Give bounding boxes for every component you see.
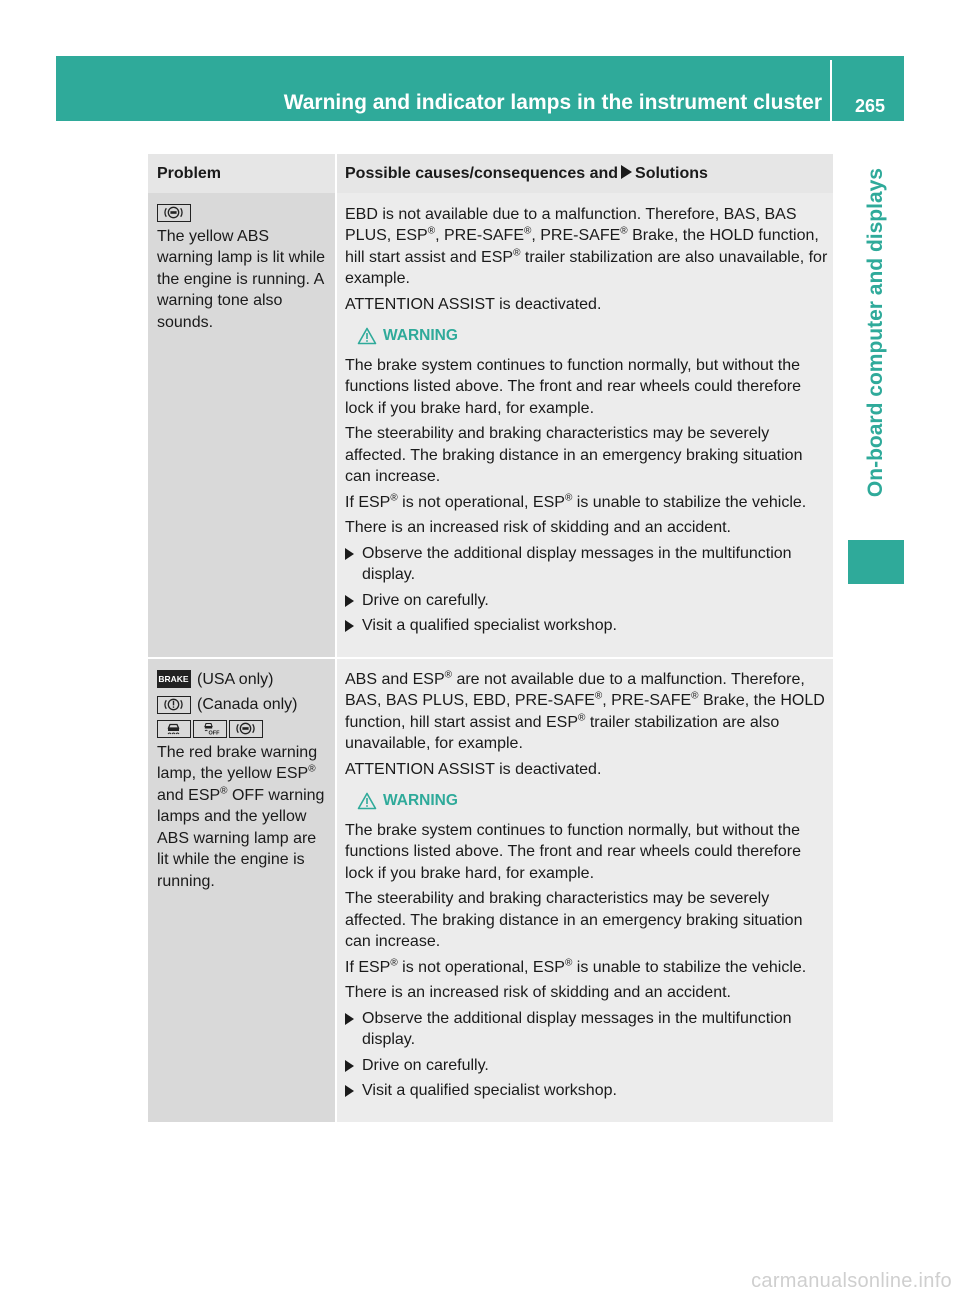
registered-mark: ®	[444, 669, 452, 681]
text-fragment: is not operational, ESP	[397, 493, 565, 511]
registered-mark: ®	[513, 247, 521, 259]
problem-text	[157, 742, 329, 893]
registered-mark: ®	[564, 492, 573, 504]
registered-mark: ®	[691, 690, 699, 702]
registered-mark: ®	[523, 225, 532, 237]
arrow-right-icon	[345, 548, 354, 560]
problem-cell	[148, 193, 336, 658]
registered-mark: ®	[578, 712, 586, 724]
instruction-item	[345, 1008, 829, 1051]
abs-lamp-icon	[229, 720, 263, 738]
page-number: 265	[854, 96, 886, 116]
text-fragment: EBD is not available due to a malfunction. Therefore, BAS, BAS PLUS, ESP	[345, 205, 797, 244]
column-header-solutions	[336, 154, 833, 193]
registered-mark: ®	[390, 957, 398, 969]
attention-assist-paragraph: ATTENTION ASSIST is deactivated.	[345, 295, 602, 313]
warning-paragraph: The steerability and braking characteristics may be severely affected. The braking distance in an emergency braking situation can increase.	[345, 890, 803, 950]
text-fragment: Brake, the HOLD function, hill start assist and ESP	[345, 227, 819, 266]
esp-lamp-icon	[157, 720, 191, 738]
warning-label: WARNING	[383, 792, 458, 809]
instruction-text: Observe the additional display messages in the multifunction display.	[362, 1009, 792, 1048]
text-fragment: are not available due to a malfunction. Therefore, BAS, BAS PLUS, EBD, PRE-SAFE	[345, 670, 805, 709]
text-fragment: trailer stabilization are also unavailable, for example.	[345, 248, 828, 287]
warning-label: WARNING	[383, 327, 458, 344]
text-fragment: , PRE-SAFE	[531, 227, 621, 244]
warning-paragraph: There is an increased risk of skidding and an accident.	[345, 984, 731, 1001]
table-header-row	[148, 154, 833, 193]
lamp-icon-line	[157, 669, 329, 691]
registered-mark: ®	[594, 690, 603, 702]
cause-paragraph	[345, 669, 829, 755]
text-fragment: If ESP	[345, 958, 391, 976]
column-header-causes-text: Possible causes/consequences and	[345, 165, 619, 182]
warning-paragraph: There is an increased risk of skidding and an accident.	[345, 519, 731, 536]
brake-lamp-icon	[157, 670, 191, 688]
column-header-solutions-text: Solutions	[635, 165, 708, 182]
abs-lamp-icon	[157, 204, 191, 222]
instruction-text: Visit a qualified specialist workshop.	[362, 1082, 617, 1099]
lamp-icon-line	[157, 694, 329, 716]
canada-only-label: (Canada only)	[197, 696, 298, 713]
attention-assist-paragraph: ATTENTION ASSIST is deactivated.	[345, 760, 602, 778]
esp-off-lamp-icon	[193, 720, 227, 738]
header-divider	[830, 60, 832, 121]
svg-text:OFF: OFF	[208, 730, 220, 736]
registered-mark: ®	[427, 225, 436, 237]
instruction-text: Observe the additional display messages in the multifunction display.	[362, 544, 792, 583]
side-section-text: On-board computer and displays	[864, 168, 887, 498]
arrow-right-icon	[345, 1060, 354, 1072]
registered-mark: ®	[308, 763, 316, 775]
instruction-item	[345, 543, 829, 586]
registered-mark: ®	[620, 225, 628, 237]
warning-triangle-icon	[357, 792, 377, 810]
warning-heading	[357, 325, 829, 347]
warning-paragraph: The steerability and braking characteristics may be severely affected. The braking distance in an emergency braking situation can increase.	[345, 425, 803, 485]
side-section-label	[848, 168, 904, 534]
arrow-right-icon	[345, 595, 354, 607]
text-fragment: The red brake warning lamp, the yellow ESP	[157, 743, 318, 782]
cause-paragraph	[345, 204, 829, 290]
warning-paragraph	[345, 957, 829, 979]
problem-text: The yellow ABS warning lamp is lit while the engine is running. A warning tone also sounds.	[157, 227, 326, 331]
text-fragment: is unable to stabilize the vehicle.	[572, 958, 807, 976]
usa-only-label: (USA only)	[197, 670, 274, 688]
instruction-text: Drive on carefully.	[362, 591, 489, 609]
text-fragment: , PRE-SAFE	[435, 227, 524, 244]
instruction-item	[345, 615, 829, 637]
text-fragment: ABS and ESP	[345, 670, 445, 688]
text-fragment: OFF warning lamps and the yellow ABS warning lamp are lit while the engine is running.	[157, 786, 325, 890]
arrow-right-icon	[345, 620, 354, 632]
registered-mark: ®	[220, 785, 228, 797]
instruction-text: Visit a qualified specialist workshop.	[362, 617, 617, 634]
text-fragment: and ESP	[157, 786, 221, 804]
instruction-text: Drive on carefully.	[362, 1056, 489, 1074]
warning-paragraph: The brake system continues to function normally, but without the functions listed above. The front and rear wheels could therefore lock if you brake hard, for example.	[345, 821, 801, 882]
lamp-icon-line	[157, 204, 329, 222]
warning-lamp-table	[148, 154, 833, 1122]
problem-cell	[148, 658, 336, 1122]
text-fragment: If ESP	[345, 493, 391, 511]
arrow-right-icon	[621, 165, 632, 179]
warning-triangle-icon	[357, 327, 377, 345]
brake-circle-lamp-icon	[157, 696, 191, 714]
instruction-item	[345, 1080, 829, 1102]
solution-cell	[336, 193, 833, 658]
table-row	[148, 658, 833, 1122]
text-fragment: Brake, the HOLD function, hill start assist and ESP	[345, 692, 825, 731]
svg-text:BRAKE: BRAKE	[158, 674, 189, 685]
lamp-icon-line	[157, 720, 329, 738]
registered-mark: ®	[564, 957, 573, 969]
solution-cell	[336, 658, 833, 1122]
warning-heading	[357, 790, 829, 812]
arrow-right-icon	[345, 1013, 354, 1025]
registered-mark: ®	[390, 492, 398, 504]
text-fragment: is not operational, ESP	[397, 958, 565, 976]
warning-paragraph: The brake system continues to function normally, but without the functions listed above. The front and rear wheels could therefore lock if you brake hard, for example.	[345, 356, 801, 417]
arrow-right-icon	[345, 1085, 354, 1097]
text-fragment: trailer stabilization are also unavailable, for example.	[345, 713, 780, 752]
text-fragment: is unable to stabilize the vehicle.	[572, 493, 807, 511]
side-tab	[848, 540, 904, 584]
column-header-problem: Problem	[148, 154, 336, 193]
table-row	[148, 193, 833, 658]
page-title: Warning and indicator lamps in the instrument cluster	[283, 91, 822, 114]
watermark: carmanualsonline.info	[751, 1270, 952, 1292]
instruction-item	[345, 1055, 829, 1077]
text-fragment: , PRE-SAFE	[602, 692, 692, 709]
instruction-item	[345, 590, 829, 612]
warning-paragraph	[345, 492, 829, 514]
